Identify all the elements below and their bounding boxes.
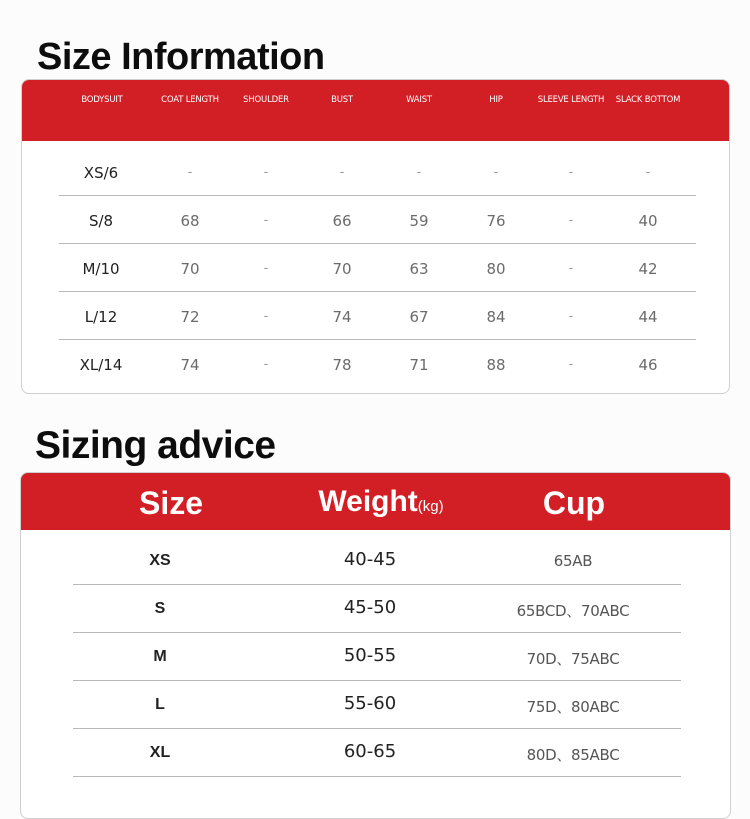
table-cell: - xyxy=(493,165,499,180)
row-size-label: XL/14 xyxy=(79,356,123,374)
table-cell: - xyxy=(568,213,574,228)
weight-unit-label: (kg) xyxy=(417,498,444,515)
table-row xyxy=(21,681,730,729)
table-cell: - xyxy=(568,309,574,324)
weight-header-label: Weight xyxy=(318,485,418,518)
cup-cell: 75D、80ABC xyxy=(526,698,620,716)
size-information-header xyxy=(22,80,729,141)
row-size-label: S/8 xyxy=(88,212,114,230)
table-row xyxy=(22,340,729,388)
table-cell: - xyxy=(187,165,193,180)
size-cell: XL xyxy=(149,744,171,761)
table-cell: 46 xyxy=(638,356,658,374)
table-row xyxy=(22,292,729,340)
table-row xyxy=(21,537,730,585)
table-cell: 70 xyxy=(180,260,200,278)
table-cell: 40 xyxy=(638,212,658,230)
column-header: WAIST xyxy=(406,95,432,105)
column-header: SHOULDER xyxy=(243,95,289,105)
size-information-table xyxy=(21,79,730,394)
column-header: HIP xyxy=(489,95,503,105)
table-cell: 70 xyxy=(332,260,352,278)
cup-cell: 65AB xyxy=(553,552,593,570)
table-cell: - xyxy=(568,261,574,276)
row-size-label: M/10 xyxy=(82,260,120,278)
table-cell: - xyxy=(263,357,269,372)
row-size-label: L/12 xyxy=(84,308,118,326)
cup-column-header: Cup xyxy=(542,485,606,521)
column-header: COAT LENGTH xyxy=(161,95,219,105)
table-cell: 63 xyxy=(409,260,429,278)
size-cell: M xyxy=(153,648,167,665)
size-cell: XS xyxy=(149,552,171,569)
table-cell: 78 xyxy=(332,356,352,374)
column-header: SLEEVE LENGTH xyxy=(537,95,605,105)
sizing-advice-table xyxy=(20,472,731,819)
table-row xyxy=(21,729,730,777)
table-cell: 80 xyxy=(486,260,506,278)
table-cell: - xyxy=(263,261,269,276)
table-cell: 67 xyxy=(409,308,429,326)
size-information-title: Size Information xyxy=(37,36,325,78)
size-cell: S xyxy=(154,600,166,617)
table-cell: 74 xyxy=(332,308,352,326)
table-cell: 88 xyxy=(486,356,506,374)
row-size-label: XS/6 xyxy=(83,164,119,182)
table-cell: - xyxy=(645,165,651,180)
table-row xyxy=(21,585,730,633)
table-cell: 76 xyxy=(486,212,506,230)
size-column-header: Size xyxy=(138,485,204,521)
sizing-advice-title: Sizing advice xyxy=(35,424,276,467)
table-cell: 68 xyxy=(180,212,200,230)
table-cell: - xyxy=(568,165,574,180)
table-cell: 42 xyxy=(638,260,658,278)
column-header: BODYSUIT xyxy=(81,95,123,105)
table-cell: - xyxy=(339,165,345,180)
table-row xyxy=(22,148,729,196)
table-cell: 59 xyxy=(409,212,429,230)
table-cell: - xyxy=(416,165,422,180)
cup-cell: 80D、85ABC xyxy=(526,746,620,764)
column-header: BUST xyxy=(331,95,353,105)
table-cell: 84 xyxy=(486,308,506,326)
weight-cell: 55-60 xyxy=(343,693,397,714)
table-cell: 72 xyxy=(180,308,200,326)
weight-cell: 45-50 xyxy=(343,597,397,618)
weight-cell: 50-55 xyxy=(343,645,397,666)
table-cell: - xyxy=(263,165,269,180)
table-cell: 74 xyxy=(180,356,200,374)
table-row xyxy=(22,244,729,292)
row-divider xyxy=(73,776,681,777)
sizing-advice-header xyxy=(21,473,730,530)
table-cell: 44 xyxy=(638,308,658,326)
table-row xyxy=(21,633,730,681)
table-cell: 71 xyxy=(409,356,429,374)
table-cell: - xyxy=(568,357,574,372)
cup-cell: 65BCD、70ABC xyxy=(516,602,630,620)
table-cell: - xyxy=(263,309,269,324)
column-header: SLACK BOTTOM xyxy=(615,95,681,105)
cup-cell: 70D、75ABC xyxy=(526,650,620,668)
table-cell: - xyxy=(263,213,269,228)
weight-cell: 40-45 xyxy=(343,549,397,570)
weight-cell: 60-65 xyxy=(343,741,397,762)
table-row xyxy=(22,196,729,244)
size-cell: L xyxy=(155,696,165,713)
table-cell: 66 xyxy=(332,212,352,230)
weight-column-header xyxy=(318,485,443,519)
